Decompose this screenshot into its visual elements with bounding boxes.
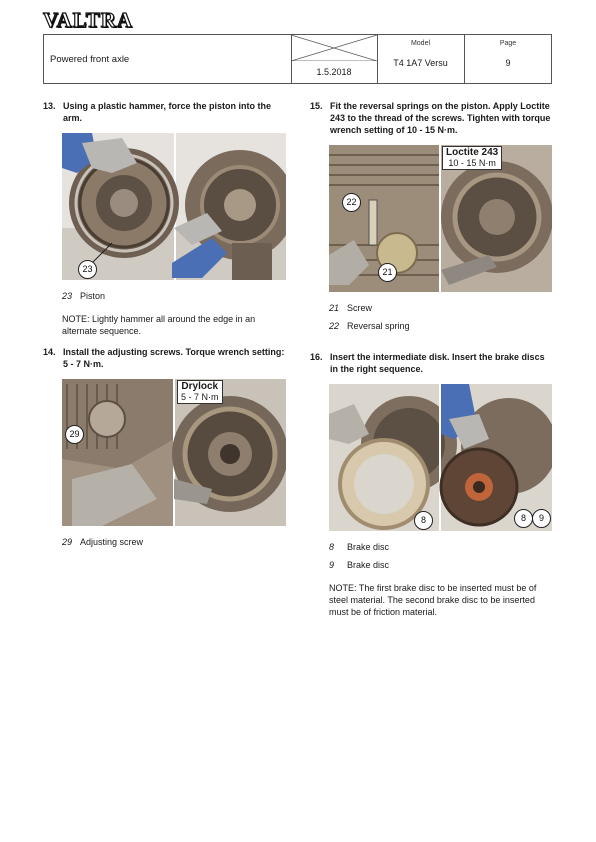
note-hammer: NOTE: Lightly hammer all around the edge in an alternate sequence.: [62, 314, 256, 336]
document-header: [43, 34, 552, 84]
section-title: Powered front axle: [50, 54, 130, 65]
callout-29: 29: [65, 425, 84, 444]
model-value: T4 1A7 Versu: [393, 58, 448, 68]
page-label: Page: [499, 40, 517, 47]
legend-adjusting-screw: 29 Adjusting screw: [62, 537, 144, 547]
callout-8-right: 8: [514, 509, 533, 528]
note-brake-disc-material: NOTE: The first brake disc to be inserted must be of steel material. The second brake disc to be inserted must be of friction material.: [329, 583, 537, 617]
step-16: 16. Insert the intermediate disk. Insert the brake discs in the right sequence.: [310, 352, 545, 374]
photo-adjusting-screws: [62, 379, 286, 526]
drylock-tag: Drylock 5 - 7 N·m: [177, 380, 223, 404]
legend-piston: 23 Piston: [62, 291, 106, 301]
photo-piston: [62, 133, 286, 280]
loctite-tag: Loctite 243 10 - 15 N·m: [442, 146, 502, 170]
legend-brake-disc-8: 8 Brake disc: [329, 542, 390, 552]
callout-21: 21: [378, 263, 397, 282]
adjusting-screws-illustration: [62, 379, 286, 526]
callout-9: 9: [532, 509, 551, 528]
legend-reversal-spring: 22 Reversal spring: [329, 321, 410, 331]
photo-brake-discs: [329, 384, 552, 531]
piston-illustration: [62, 133, 286, 280]
model-label: Model: [410, 40, 431, 47]
callout-22: 22: [342, 193, 361, 212]
step-14: 14. Install the adjusting screws. Torque wrench setting: 5 - 7 N·m.: [43, 347, 285, 369]
reversal-springs-illustration: [329, 145, 552, 292]
step-15: 15. Fit the reversal springs on the piston. Apply Loctite 243 to the thread of the screws. Tighten with torque wrench setting of 10 - 15 N·m.: [310, 101, 551, 135]
callout-23: 23: [78, 260, 97, 279]
document-date: 1.5.2018: [316, 67, 352, 77]
valtra-logo: VALTRA: [43, 8, 134, 32]
crossed-cell: [291, 35, 377, 61]
legend-screw: 21 Screw: [329, 303, 373, 313]
page-number: 9: [505, 58, 511, 68]
step-13: 13. Using a plastic hammer, force the piston into the arm.: [43, 101, 272, 123]
photo-reversal-springs: [329, 145, 552, 292]
legend-brake-disc-9: 9 Brake disc: [329, 560, 390, 570]
callout-8-left: 8: [414, 511, 433, 530]
